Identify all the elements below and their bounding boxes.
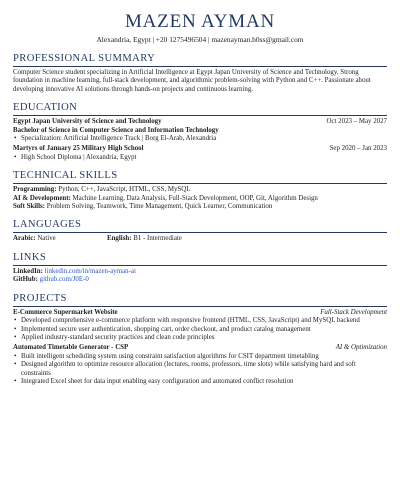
skills-value: Problem Solving, Teamwork, Time Management, Quick Learner, Communication bbox=[46, 203, 273, 211]
degree-name: Bachelor of Science in Computer Science and Information Technology bbox=[13, 126, 219, 134]
skills-row bbox=[13, 195, 387, 203]
links-section bbox=[13, 252, 387, 285]
linkedin-link[interactable]: linkedin.com/in/mazen-ayman-ai bbox=[44, 267, 136, 275]
education-dates: Sep 2020 – Jan 2023 bbox=[329, 145, 387, 153]
skills-label: Soft Skills: bbox=[13, 203, 45, 211]
language-item bbox=[107, 235, 182, 243]
education-section bbox=[13, 102, 387, 162]
education-heading: EDUCATION bbox=[13, 102, 387, 116]
skills-heading: TECHNICAL SKILLS bbox=[13, 170, 387, 184]
languages-section bbox=[13, 219, 387, 243]
education-detail: • High School Diploma | Alexandria, Egypt bbox=[13, 154, 387, 162]
languages-row bbox=[13, 235, 387, 243]
education-entry bbox=[13, 118, 387, 143]
project-bullet: • Developed comprehensive e-commerce platform with responsive frontend (HTML, CSS, JavaScript) and MySQL backend bbox=[13, 317, 387, 325]
education-entry bbox=[13, 145, 387, 162]
skills-row bbox=[13, 186, 387, 194]
school-name: Egypt Japan University of Science and Technology bbox=[13, 118, 162, 126]
project-bullet: • Applied industry-standard security practices and clean code principles bbox=[13, 334, 387, 342]
resume-page bbox=[13, 0, 387, 386]
project-bullet: • Integrated Excel sheet for data input enabling easy configuration and automated conflict resolution bbox=[13, 378, 387, 386]
project-tag: Full-Stack Development bbox=[320, 308, 387, 316]
links-heading: LINKS bbox=[13, 252, 387, 266]
summary-heading: PROFESSIONAL SUMMARY bbox=[13, 53, 387, 67]
skills-section bbox=[13, 170, 387, 211]
skills-value: Machine Learning, Data Analysis, Full-Stack Development, OOP, Git, Algorithm Design bbox=[72, 194, 318, 202]
candidate-name: MAZEN AYMAN bbox=[124, 11, 276, 32]
language-item bbox=[13, 235, 107, 243]
skills-label: Programming: bbox=[13, 186, 57, 194]
skills-value: Python, C++, JavaScript, HTML, CSS, MySQL bbox=[58, 186, 191, 194]
project-entry bbox=[13, 309, 387, 343]
project-name: Automated Timetable Generator - CSP bbox=[13, 344, 129, 352]
link-label: LinkedIn: bbox=[13, 267, 43, 275]
language-level: B1 - Intermediate bbox=[133, 235, 182, 243]
language-label: English: bbox=[107, 235, 132, 243]
education-detail: • Specialization: Artificial Intelligence Track | Borg El-Arab, Alexandria bbox=[13, 135, 387, 143]
project-entry bbox=[13, 344, 387, 386]
github-link[interactable]: github.com/J0E-0 bbox=[39, 276, 89, 284]
education-dates: Oct 2023 – May 2027 bbox=[326, 118, 387, 126]
skills-row bbox=[13, 203, 387, 211]
contact-line: Alexandria, Egypt | +20 1275496504 | mazenayman.b0ss@gmail.com bbox=[96, 35, 304, 44]
summary-section bbox=[13, 53, 387, 94]
project-bullet: • Implemented secure user authentication, shopping cart, order checkout, and product catalog management bbox=[13, 326, 387, 334]
projects-heading: PROJECTS bbox=[13, 293, 387, 307]
project-name: E-Commerce Supermarket Website bbox=[13, 308, 118, 316]
language-label: Arabic: bbox=[13, 235, 36, 243]
project-bullet: • Built intelligent scheduling system using constraint satisfaction algorithms for CSIT department timetabling bbox=[13, 353, 387, 361]
skills-label: AI & Development: bbox=[13, 194, 71, 202]
project-bullet: • Designed algorithm to optimize resource allocation (lectures, rooms, professors, time slots) while satisfying hard and soft constraints bbox=[13, 361, 387, 378]
link-row bbox=[13, 268, 387, 276]
project-tag: AI & Optimization bbox=[335, 344, 387, 352]
summary-text: Computer Science student specializing in Artificial Intelligence at Egypt Japan University of Science and Technology. Strong foundation in machine learning, full-stack development, and algorithmic problem-solving with Python and C++. Passionate about developing innovative AI solutions through hands-on projects and continuous learning. bbox=[13, 69, 371, 93]
projects-section bbox=[13, 293, 387, 387]
link-row bbox=[13, 276, 387, 284]
languages-heading: LANGUAGES bbox=[13, 219, 387, 233]
language-level: Native bbox=[37, 235, 56, 243]
school-name: Martyrs of January 25 Military High School bbox=[13, 145, 144, 153]
link-label: GitHub: bbox=[13, 276, 38, 284]
